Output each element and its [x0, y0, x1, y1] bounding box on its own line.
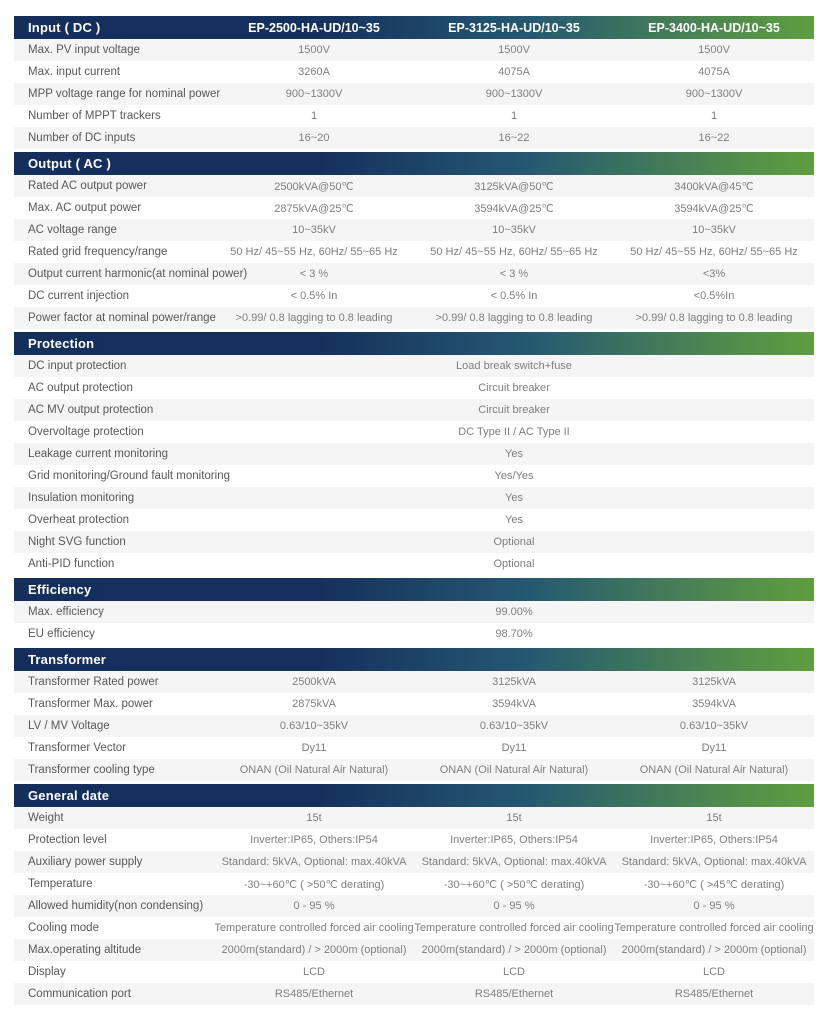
row-label: Max.operating altitude: [28, 944, 142, 956]
row-value-merged: Yes: [505, 492, 523, 504]
row-value-col2: Dy11: [501, 742, 527, 754]
row-label: Power factor at nominal power/range: [28, 312, 216, 324]
row-label: LV / MV Voltage: [28, 720, 110, 732]
row-value-merged: Yes: [505, 448, 523, 460]
spec-row: [14, 421, 814, 443]
row-value-merged: Circuit breaker: [478, 382, 550, 394]
row-value-col3: 0 - 95 %: [693, 900, 735, 912]
row-value-col3: 50 Hz/ 45~55 Hz, 60Hz/ 55~65 Hz: [630, 246, 798, 258]
row-value-col3: 3594kVA@25℃: [674, 202, 754, 215]
spec-row: [14, 307, 814, 329]
row-value-col2: Temperature controlled forced air cooling: [414, 922, 614, 934]
row-value-col1: -30~+60℃ ( >50℃ derating): [243, 878, 385, 891]
spec-row: [14, 693, 814, 715]
row-value-col3: <0.5%In: [693, 290, 735, 302]
row-label: Rated grid frequency/range: [28, 246, 168, 258]
spec-row: [14, 83, 814, 105]
row-value-col1: 15t: [306, 812, 322, 824]
section-output-ac: [14, 152, 814, 329]
spec-row: [14, 399, 814, 421]
spec-row: [14, 983, 814, 1005]
row-value-col3: Inverter:IP65, Others:IP54: [650, 834, 778, 846]
row-value-merged: Circuit breaker: [478, 404, 550, 416]
spec-row: [14, 601, 814, 623]
row-value-merged: Load break switch+fuse: [456, 360, 572, 372]
section-title: Protection: [28, 336, 95, 351]
row-label: Overheat protection: [28, 514, 130, 526]
row-value-col1: 900~1300V: [285, 88, 343, 100]
row-value-col1: Inverter:IP65, Others:IP54: [250, 834, 378, 846]
spec-row: [14, 241, 814, 263]
row-value-col3: 4075A: [698, 66, 730, 78]
spec-row: [14, 39, 814, 61]
spec-row: [14, 285, 814, 307]
row-value-col3: 900~1300V: [685, 88, 743, 100]
section-header-output-ac: [14, 152, 814, 175]
model-header-1: EP-2500-HA-UD/10~35: [248, 20, 380, 35]
row-value-merged: Optional: [493, 536, 535, 548]
row-value-col3: 2000m(standard) / > 2000m (optional): [621, 944, 807, 956]
row-value-col1: 0 - 95 %: [293, 900, 335, 912]
spec-row: [14, 553, 814, 575]
section-transformer: [14, 648, 814, 781]
spec-row: [14, 61, 814, 83]
spec-row: [14, 715, 814, 737]
spec-row: [14, 197, 814, 219]
row-label: Leakage current monitoring: [28, 448, 168, 460]
row-label: Transformer cooling type: [28, 764, 155, 776]
row-value-col2: 900~1300V: [485, 88, 543, 100]
row-value-col2: 0 - 95 %: [493, 900, 535, 912]
row-label: Max. efficiency: [28, 606, 104, 618]
spec-row: [14, 465, 814, 487]
section-title: Transformer: [28, 652, 107, 667]
row-value-col1: 1: [310, 110, 318, 122]
row-value-col2: 4075A: [498, 66, 530, 78]
row-value-col1: LCD: [302, 966, 325, 978]
spec-row: [14, 377, 814, 399]
row-value-merged: 99.00%: [495, 606, 533, 618]
spec-row: [14, 759, 814, 781]
row-value-col1: RS485/Ethernet: [274, 988, 354, 1000]
row-value-col1: 2875kVA@25℃: [274, 202, 354, 215]
section-title: Efficiency: [28, 582, 92, 597]
section-header-input-dc: [14, 16, 814, 39]
section-header-general-date: [14, 784, 814, 807]
row-value-col2: -30~+60℃ ( >50℃ derating): [443, 878, 585, 891]
row-value-col2: < 0.5% In: [490, 290, 538, 302]
section-title: Input ( DC ): [28, 20, 101, 35]
spec-row: [14, 355, 814, 377]
section-header-transformer: [14, 648, 814, 671]
spec-row: [14, 737, 814, 759]
row-label: Communication port: [28, 988, 131, 1000]
row-value-col1: 3260A: [298, 66, 330, 78]
row-value-col2: ONAN (Oil Natural Air Natural): [439, 764, 589, 776]
row-value-col2: < 3 %: [499, 268, 529, 280]
row-label: Night SVG function: [28, 536, 126, 548]
row-value-col1: Dy11: [301, 742, 327, 754]
row-value-col3: -30~+60℃ ( >45℃ derating): [643, 878, 785, 891]
row-value-col2: RS485/Ethernet: [474, 988, 554, 1000]
row-value-col2: 0.63/10~35kV: [479, 720, 549, 732]
spec-row: [14, 127, 814, 149]
section-header-protection: [14, 332, 814, 355]
section-input-dc: [14, 16, 814, 149]
row-value-col2: 3125kVA@50℃: [474, 180, 554, 193]
row-value-col1: 10~35kV: [292, 224, 336, 236]
row-value-col2: Standard: 5kVA, Optional: max.40kVA: [421, 856, 607, 868]
row-value-col1: Standard: 5kVA, Optional: max.40kVA: [221, 856, 407, 868]
spec-row: [14, 939, 814, 961]
row-label: Transformer Rated power: [28, 676, 159, 688]
row-value-merged: Yes: [505, 514, 523, 526]
row-value-col2: Inverter:IP65, Others:IP54: [450, 834, 578, 846]
row-value-col1: 1500V: [298, 44, 330, 56]
row-value-col1: < 3 %: [299, 268, 329, 280]
row-label: Grid monitoring/Ground fault monitoring: [28, 470, 230, 482]
model-header-3: EP-3400-HA-UD/10~35: [648, 20, 780, 35]
row-label: AC voltage range: [28, 224, 117, 236]
row-value-col1: 2875kVA: [292, 698, 336, 710]
row-label: EU efficiency: [28, 628, 95, 640]
row-value-col2: 10~35kV: [492, 224, 536, 236]
spec-row: [14, 917, 814, 939]
row-value-col2: 16~22: [498, 132, 530, 144]
row-value-col3: Standard: 5kVA, Optional: max.40kVA: [621, 856, 807, 868]
spec-row: [14, 443, 814, 465]
row-value-merged: 98.70%: [495, 628, 533, 640]
spec-row: [14, 623, 814, 645]
section-header-efficiency: [14, 578, 814, 601]
row-value-col2: 1500V: [498, 44, 530, 56]
row-label: Max. AC output power: [28, 202, 142, 214]
row-label: AC MV output protection: [28, 404, 154, 416]
row-value-col2: 2000m(standard) / > 2000m (optional): [421, 944, 607, 956]
row-value-col1: 0.63/10~35kV: [279, 720, 349, 732]
row-label: Number of DC inputs: [28, 132, 136, 144]
row-value-col1: ONAN (Oil Natural Air Natural): [239, 764, 389, 776]
row-label: Output current harmonic(at nominal power): [28, 268, 248, 280]
row-value-col2: 15t: [506, 812, 522, 824]
row-label: Number of MPPT trackers: [28, 110, 161, 122]
spec-row: [14, 807, 814, 829]
row-label: Transformer Max. power: [28, 698, 153, 710]
row-label: Max. PV input voltage: [28, 44, 140, 56]
row-value-col2: >0.99/ 0.8 lagging to 0.8 leading: [435, 312, 593, 324]
row-value-col1: 50 Hz/ 45~55 Hz, 60Hz/ 55~65 Hz: [230, 246, 398, 258]
row-value-merged: Yes/Yes: [494, 470, 534, 482]
row-label: Rated AC output power: [28, 180, 147, 192]
section-general-date: [14, 784, 814, 1005]
row-label: Transformer Vector: [28, 742, 126, 754]
row-value-col2: 3594kVA: [492, 698, 536, 710]
row-label: Protection level: [28, 834, 107, 846]
row-label: Anti-PID function: [28, 558, 115, 570]
spec-row: [14, 263, 814, 285]
row-label: AC output protection: [28, 382, 133, 394]
row-label: MPP voltage range for nominal power: [28, 88, 221, 100]
spec-row: [14, 219, 814, 241]
section-efficiency: [14, 578, 814, 645]
row-value-col2: 50 Hz/ 45~55 Hz, 60Hz/ 55~65 Hz: [430, 246, 598, 258]
row-value-col1: >0.99/ 0.8 lagging to 0.8 leading: [235, 312, 393, 324]
section-title: Output ( AC ): [28, 156, 111, 171]
row-value-col2: LCD: [502, 966, 525, 978]
row-value-col3: 3400kVA@45℃: [674, 180, 754, 193]
row-value-col3: 15t: [706, 812, 722, 824]
row-value-col3: Temperature controlled forced air cooling: [614, 922, 814, 934]
row-value-col3: 1500V: [698, 44, 730, 56]
spec-row: [14, 509, 814, 531]
row-label: Overvoltage protection: [28, 426, 144, 438]
row-value-col3: 3125kVA: [692, 676, 736, 688]
spec-row: [14, 895, 814, 917]
row-value-col1: < 0.5% In: [290, 290, 338, 302]
row-label: Temperature: [28, 878, 93, 890]
spec-row: [14, 531, 814, 553]
row-value-col3: 10~35kV: [692, 224, 736, 236]
model-header-2: EP-3125-HA-UD/10~35: [448, 20, 580, 35]
row-label: Cooling mode: [28, 922, 99, 934]
row-value-col2: 3594kVA@25℃: [474, 202, 554, 215]
row-value-col3: 16~22: [698, 132, 730, 144]
row-value-col3: LCD: [702, 966, 725, 978]
row-value-col2: 1: [510, 110, 518, 122]
row-value-col3: 1: [710, 110, 718, 122]
row-label: Allowed humidity(non condensing): [28, 900, 204, 912]
row-value-col3: 3594kVA: [692, 698, 736, 710]
section-title: General date: [28, 788, 110, 803]
spec-row: [14, 105, 814, 127]
row-label: Auxiliary power supply: [28, 856, 143, 868]
row-value-col1: 2000m(standard) / > 2000m (optional): [221, 944, 407, 956]
row-value-col1: Temperature controlled forced air cooling: [214, 922, 414, 934]
spec-table: [14, 16, 814, 1008]
spec-row: [14, 961, 814, 983]
row-label: Max. input current: [28, 66, 121, 78]
row-value-col1: 2500kVA: [292, 676, 336, 688]
spec-row: [14, 175, 814, 197]
row-value-col3: >0.99/ 0.8 lagging to 0.8 leading: [635, 312, 793, 324]
row-label: DC current injection: [28, 290, 129, 302]
row-label: Insulation monitoring: [28, 492, 135, 504]
row-value-merged: DC Type II / AC Type II: [458, 426, 570, 438]
row-label: DC input protection: [28, 360, 127, 372]
spec-row: [14, 671, 814, 693]
row-value-col2: 3125kVA: [492, 676, 536, 688]
row-value-col3: ONAN (Oil Natural Air Natural): [639, 764, 789, 776]
row-value-merged: Optional: [493, 558, 535, 570]
row-label: Display: [28, 966, 66, 978]
spec-row: [14, 873, 814, 895]
spec-row: [14, 851, 814, 873]
row-value-col1: 2500kVA@50℃: [274, 180, 354, 193]
row-label: Weight: [28, 812, 64, 824]
section-protection: [14, 332, 814, 575]
row-value-col3: RS485/Ethernet: [674, 988, 754, 1000]
spec-row: [14, 487, 814, 509]
spec-row: [14, 829, 814, 851]
row-value-col3: <3%: [702, 268, 726, 280]
row-value-col1: 16~20: [298, 132, 330, 144]
row-value-col3: 0.63/10~35kV: [679, 720, 749, 732]
row-value-col3: Dy11: [701, 742, 727, 754]
